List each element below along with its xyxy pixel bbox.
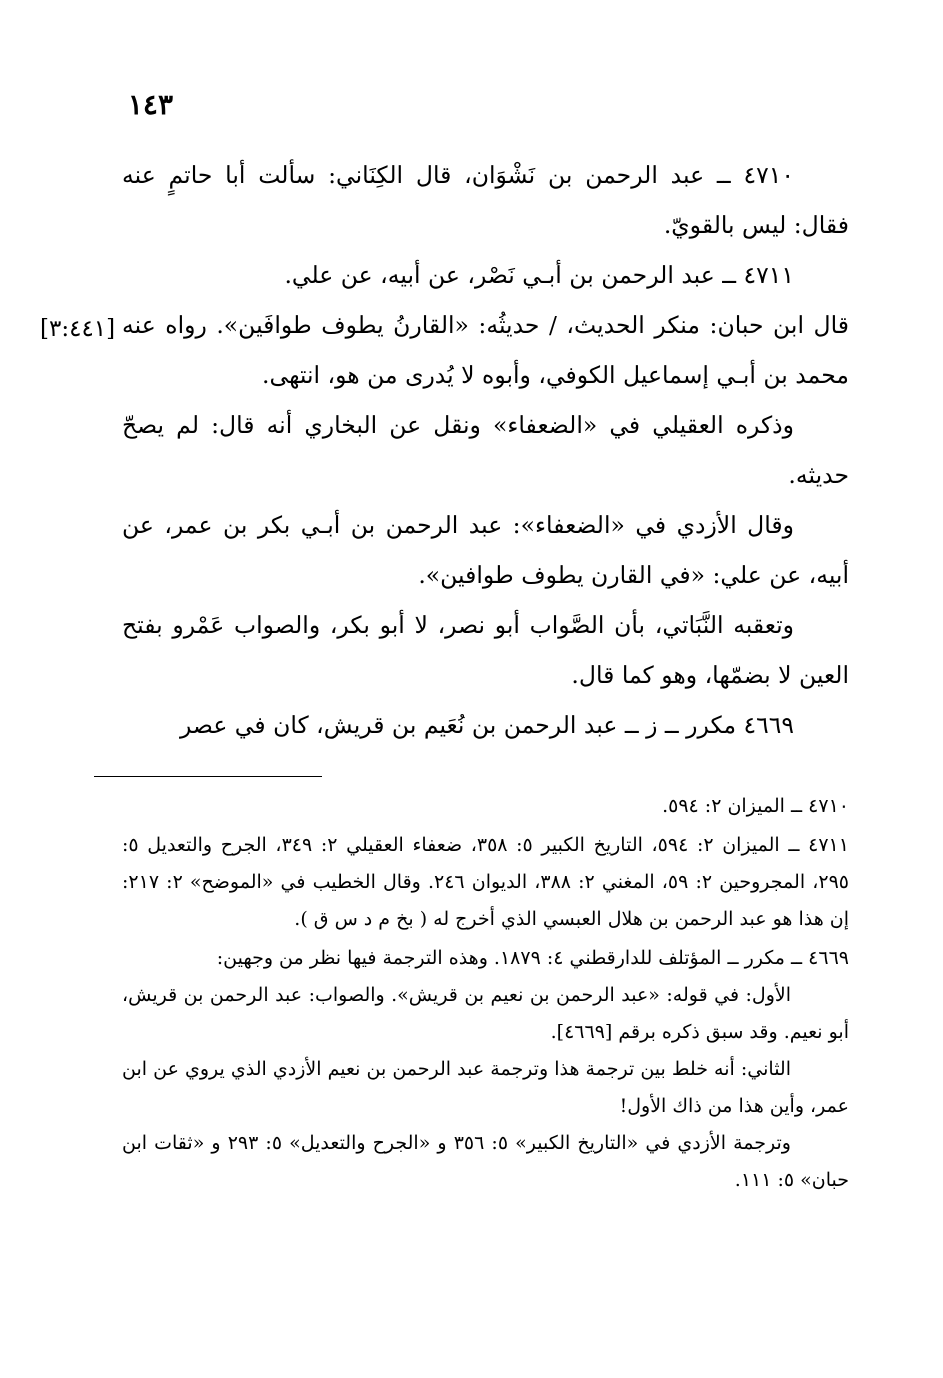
entry-4711-uqayli: وذكره العقيلي في «الضعفاء» ونقل عن البخاري أنه قال: لم يصحّ حديثه. <box>122 411 849 489</box>
footnote-4669: ٤٦٦٩ ــ مكرر ــ المؤتلف للدارقطني ٤: ١٨٧٩. وهذه الترجمة فيها نظر من وجهين: <box>216 947 849 969</box>
page-number: ١٤٣ <box>127 88 173 121</box>
entry-4711-nabati: وتعقبه النَّبَاتي، بأن الصَّواب أبو نصر، لا أبو بكر، والصواب عَمْرو بفتح العين لا بضمّها، وهو كما قال. <box>122 611 849 689</box>
footnote-4711: ٤٧١١ ــ الميزان ٢: ٥٩٤، التاريخ الكبير ٥: ٣٥٨، ضعفاء العقيلي ٢: ٣٤٩، الجرح والتعديل ٥: ٢٩٥، المجروحين ٢: ٥٩، المغني ٢: ٣٨٨، الديوان ٢٤٦. وقال الخطيب في «الموضح» ٢: ٢١٧: إن هذا هو عبد الرحمن بن هلال العبسي الذي أخرج له ( بخ م د س ق ). <box>122 834 849 930</box>
entry-4669-repeat: ٤٦٦٩ مكرر ــ ز ــ عبد الرحمن بن نُعَيم بن قريش، كان في عصر <box>179 711 794 739</box>
footnote-4669-azdi: وترجمة الأزدي في «التاريخ الكبير» ٥: ٣٥٦ و «الجرح والتعديل» ٥: ٢٩٣ و «ثقات ابن حبان» ٥: ١١١. <box>122 1132 849 1191</box>
margin-reference: [٣:٤٤١] <box>40 316 116 342</box>
footnote-4669-first: الأول: في قوله: «عبد الرحمن بن نعيم بن قريش». والصواب: عبد الرحمن بن قريش، أبو نعيم. وقد سبق ذكره برقم [٤٦٦٩]. <box>122 984 849 1043</box>
entry-4711-heading: ٤٧١١ ــ عبد الرحمن بن أبـي نَصْر، عن أبيه، عن علي. <box>284 261 794 289</box>
footnotes <box>122 788 849 1199</box>
main-text <box>122 150 849 750</box>
entry-4711-ibn-hibban: قال ابن حبان: منكر الحديث، / حديثُه: «القارنُ يطوف طوافَين». رواه عنه محمد بن أبـي إسماعيل الكوفي، وأبوه لا يُدرى من هو، انتهى. <box>122 311 849 389</box>
entry-4710: ٤٧١٠ ــ عبد الرحمن بن نَشْوَان، قال الكِنَاني: سألت أبا حاتمٍ عنه فقال: ليس بالقويّ. <box>122 161 849 239</box>
footnote-4669-second: الثاني: أنه خلط بين ترجمة هذا وترجمة عبد الرحمن بن نعيم الأزدي الذي يروي عن ابن عمر، وأين هذا من ذاك الأول! <box>122 1058 849 1117</box>
footnote-divider <box>94 776 322 777</box>
footnote-4710: ٤٧١٠ ــ الميزان ٢: ٥٩٤. <box>662 795 849 817</box>
entry-4711-azdi: وقال الأزدي في «الضعفاء»: عبد الرحمن بن أبـي بكر بن عمر، عن أبيه، عن علي: «في القارن يطوف طوافين». <box>122 511 849 589</box>
